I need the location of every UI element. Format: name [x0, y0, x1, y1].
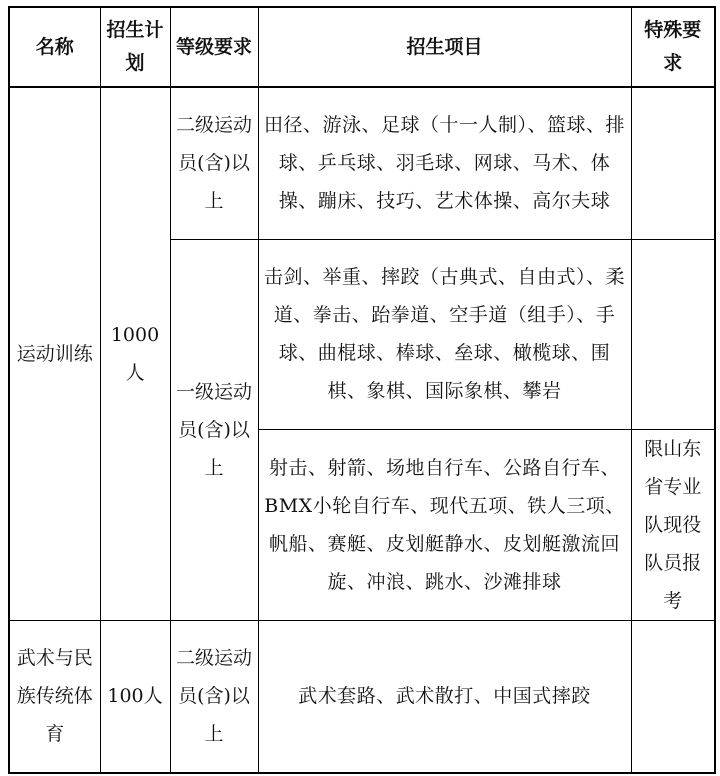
- special-cell: [631, 239, 715, 429]
- header-special: 特殊要求: [631, 7, 715, 87]
- level-cell: 二级运动员(含)以上: [170, 620, 258, 773]
- header-plan: 招生计划: [100, 7, 170, 87]
- projects-cell: 武术套路、武术散打、中国式摔跤: [258, 620, 631, 773]
- table-row: [9, 87, 715, 239]
- projects-cell: 射击、射箭、场地自行车、公路自行车、BMX小轮自行车、现代五项、铁人三项、帆船、赛艇、皮划艇静水、皮划艇激流回旋、冲浪、跳水、沙滩排球: [258, 429, 631, 620]
- special-cell: 限山东省专业队现役队员报考: [631, 429, 715, 620]
- projects-cell: 击剑、举重、摔跤（古典式、自由式）、柔道、拳击、跆拳道、空手道（组手）、手球、曲棍球、棒球、垒球、橄榄球、围棋、象棋、国际象棋、攀岩: [258, 239, 631, 429]
- header-name: 名称: [9, 7, 100, 87]
- row-plan-cell: 1000人: [100, 87, 170, 620]
- special-cell: [631, 87, 715, 239]
- admission-table: [8, 6, 716, 774]
- table-row: [9, 620, 715, 773]
- row-name-cell: 武术与民族传统体育: [9, 620, 100, 773]
- projects-cell: 田径、游泳、足球（十一人制）、篮球、排球、乒乓球、羽毛球、网球、马术、体操、蹦床、技巧、艺术体操、高尔夫球: [258, 87, 631, 239]
- header-level: 等级要求: [170, 7, 258, 87]
- row-name-cell: 运动训练: [9, 87, 100, 620]
- header-row: [9, 7, 715, 87]
- special-cell: [631, 620, 715, 773]
- level-cell: 一级运动员(含)以上: [170, 239, 258, 620]
- header-projects: 招生项目: [258, 7, 631, 87]
- level-cell: 二级运动员(含)以上: [170, 87, 258, 239]
- row-plan-cell: 100人: [100, 620, 170, 773]
- admission-table-container: [8, 6, 714, 771]
